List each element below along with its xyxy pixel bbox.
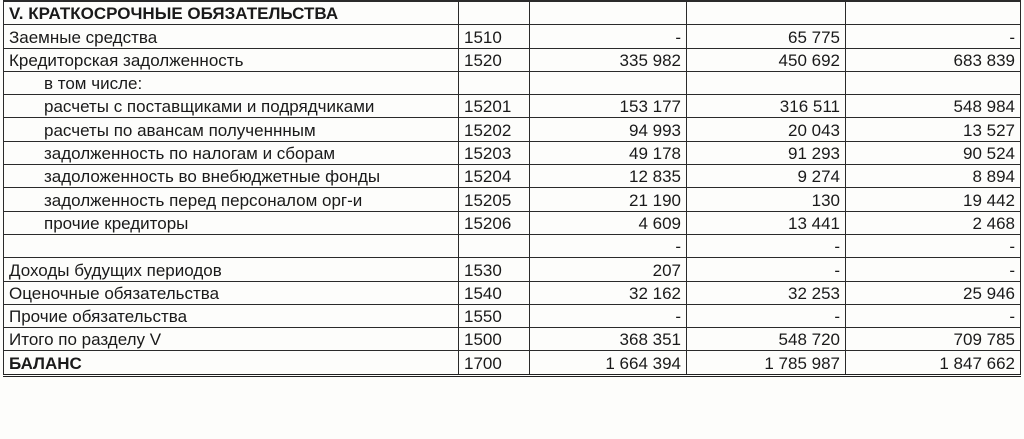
table-row [4,141,1021,164]
table-row [4,48,1021,71]
section-header-row [4,1,1021,25]
value-col-3 [846,71,1021,94]
line-name [4,234,459,257]
line-code: 1540 [459,281,530,304]
line-name: Заемные средства [4,25,459,48]
value-col-2: 91 293 [687,141,846,164]
line-code: 1700 [459,351,530,375]
line-name: в том числе: [4,71,459,94]
line-code: 15205 [459,188,530,211]
value-col-3: 709 785 [846,328,1021,351]
value-col-2: 13 441 [687,211,846,234]
value-col-2: - [687,234,846,257]
value-col-2: 65 775 [687,25,846,48]
line-name: задолженность перед персоналом орг-и [4,188,459,211]
table-row [4,258,1021,281]
value-col-3: - [846,258,1021,281]
value-col-2: 32 253 [687,281,846,304]
table-row [4,281,1021,304]
value-col-1: 12 835 [530,165,687,188]
line-name: расчеты с поставщиками и подрядчиками [4,95,459,118]
line-code: 15201 [459,95,530,118]
line-name: Доходы будущих периодов [4,258,459,281]
value-col-1: 335 982 [530,48,687,71]
value-col-1: 32 162 [530,281,687,304]
value-col-3 [846,1,1021,25]
table-row [4,71,1021,94]
liabilities-table [3,0,1021,377]
line-name: Прочие обязательства [4,304,459,327]
value-col-3: - [846,234,1021,257]
value-col-2: 548 720 [687,328,846,351]
balance-row [4,351,1021,375]
line-name: Оценочные обязательства [4,281,459,304]
table-row [4,328,1021,351]
value-col-1: - [530,25,687,48]
value-col-2: 316 511 [687,95,846,118]
table-row [4,165,1021,188]
value-col-3: 683 839 [846,48,1021,71]
value-col-1: 207 [530,258,687,281]
line-code: 1550 [459,304,530,327]
line-code: 15202 [459,118,530,141]
value-col-1 [530,1,687,25]
line-code [459,71,530,94]
value-col-1: 1 664 394 [530,351,687,375]
table-row [4,234,1021,257]
value-col-3: 1 847 662 [846,351,1021,375]
value-col-1: 94 993 [530,118,687,141]
line-name: Итого по разделу V [4,328,459,351]
value-col-2: 450 692 [687,48,846,71]
line-code: 1510 [459,25,530,48]
value-col-1: 49 178 [530,141,687,164]
value-col-3: 548 984 [846,95,1021,118]
table-row [4,95,1021,118]
line-code [459,234,530,257]
value-col-2: - [687,258,846,281]
value-col-1: 153 177 [530,95,687,118]
value-col-3: 13 527 [846,118,1021,141]
line-code: 1520 [459,48,530,71]
table-row [4,304,1021,327]
line-name: БАЛАНС [4,351,459,375]
line-name: задолженность по налогам и сборам [4,141,459,164]
value-col-3: 19 442 [846,188,1021,211]
line-code: 1500 [459,328,530,351]
value-col-2: 20 043 [687,118,846,141]
value-col-2: - [687,304,846,327]
line-code: 15203 [459,141,530,164]
value-col-2 [687,71,846,94]
section-title: V. КРАТКОСРОЧНЫЕ ОБЯЗАТЕЛЬСТВА [4,1,459,25]
line-code: 15204 [459,165,530,188]
line-name: задоложенность во внебюджетные фонды [4,165,459,188]
line-code: 1530 [459,258,530,281]
value-col-1: 368 351 [530,328,687,351]
line-name: прочие кредиторы [4,211,459,234]
value-col-3: - [846,304,1021,327]
table-row [4,188,1021,211]
value-col-2: 9 274 [687,165,846,188]
table-row [4,211,1021,234]
line-code [459,1,530,25]
table-row [4,118,1021,141]
value-col-3: - [846,25,1021,48]
value-col-1: 4 609 [530,211,687,234]
line-name: Кредиторская задолженность [4,48,459,71]
value-col-3: 25 946 [846,281,1021,304]
value-col-3: 8 894 [846,165,1021,188]
value-col-2 [687,1,846,25]
table-row [4,25,1021,48]
value-col-1: 21 190 [530,188,687,211]
value-col-2: 1 785 987 [687,351,846,375]
value-col-1: - [530,234,687,257]
line-name: расчеты по авансам полученнным [4,118,459,141]
value-col-1: - [530,304,687,327]
value-col-2: 130 [687,188,846,211]
value-col-1 [530,71,687,94]
value-col-3: 90 524 [846,141,1021,164]
line-code: 15206 [459,211,530,234]
value-col-3: 2 468 [846,211,1021,234]
